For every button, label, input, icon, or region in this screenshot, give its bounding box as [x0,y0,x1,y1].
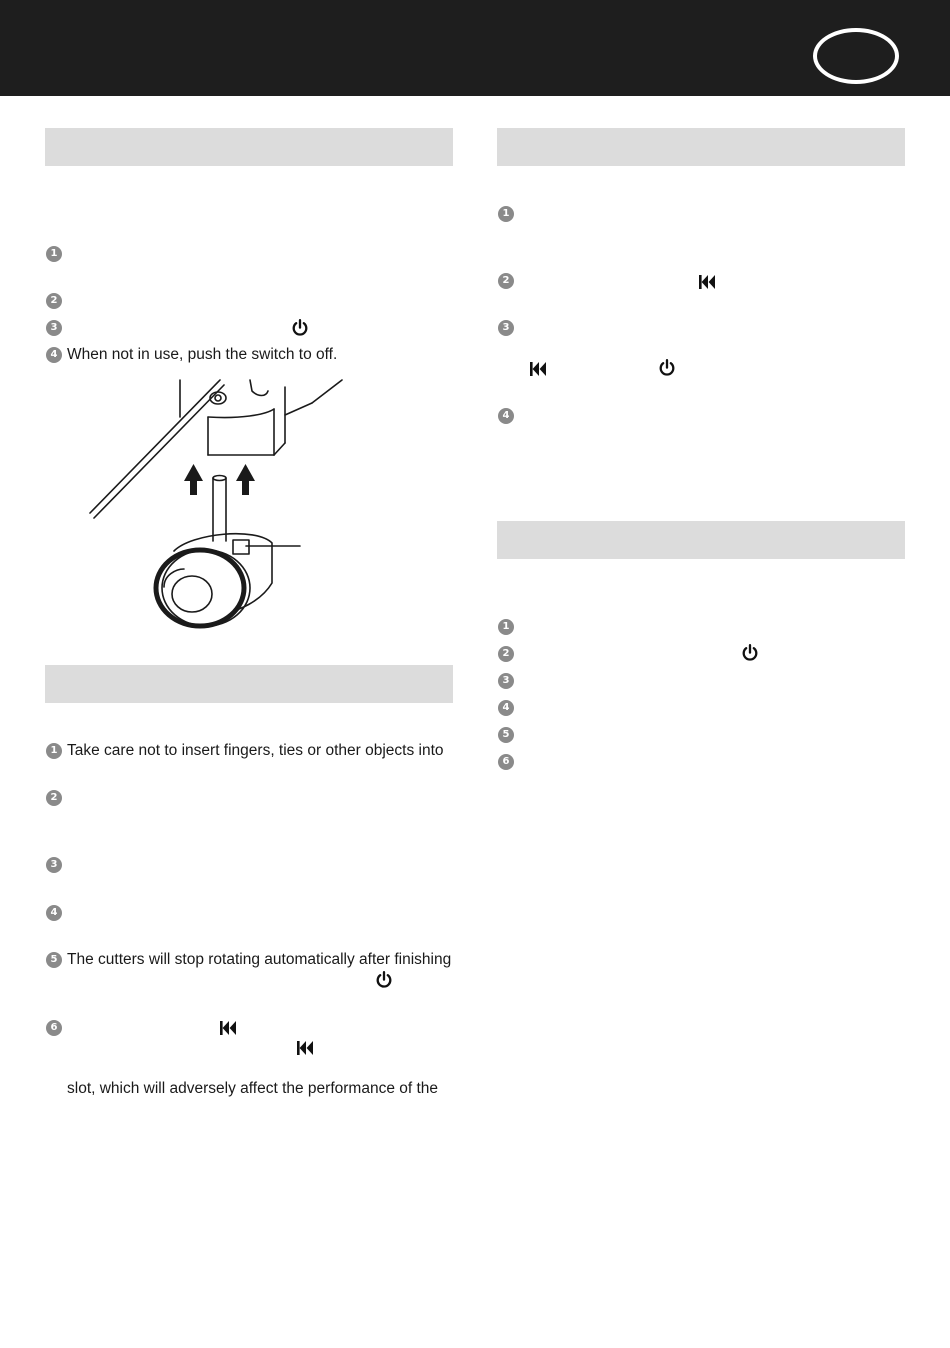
right-s1-step-3-badge: 3 [498,320,514,336]
left-s1-step-4-badge: 4 [46,347,62,363]
caster-wheel-illustration [80,375,360,630]
right-s2-step-2-badge: 2 [498,646,514,662]
reverse-icon [697,272,717,292]
left-s2-step-1-badge: 1 [46,743,62,759]
left-s2-step-5-text: The cutters will stop rotating automatically after finishing [67,951,452,968]
power-icon [374,970,394,990]
right-s1-step-4-badge: 4 [498,408,514,424]
right-s2-step-3-badge: 3 [498,673,514,689]
reverse-icon [218,1018,238,1038]
left-section-2-header-bar [45,665,453,703]
right-s2-step-5-badge: 5 [498,727,514,743]
right-section-2-header-bar [497,521,905,559]
right-s1-step-2-badge: 2 [498,273,514,289]
right-s2-step-6-badge: 6 [498,754,514,770]
left-s2-step-3-badge: 3 [46,857,62,873]
reverse-icon [295,1038,315,1058]
power-icon [657,358,677,378]
left-s2-step-2-badge: 2 [46,790,62,806]
power-icon [290,318,310,338]
language-badge-oval [813,28,899,84]
power-icon [740,643,760,663]
left-s1-step-1-badge: 1 [46,246,62,262]
left-s2-step-5-badge: 5 [46,952,62,968]
right-section-1-header-bar [497,128,905,166]
caster-wheel-drawing [80,375,360,630]
left-section-1-header-bar [45,128,453,166]
reverse-icon [528,359,548,379]
left-s2-step-1-text: Take care not to insert fingers, ties or other objects into [67,742,444,759]
right-s2-step-4-badge: 4 [498,700,514,716]
page-header [0,0,950,96]
left-s1-step-3-badge: 3 [46,320,62,336]
right-s2-step-1-badge: 1 [498,619,514,635]
left-s2-continuation-text: slot, which will adversely affect the performance of the [67,1080,439,1097]
left-s2-step-4-badge: 4 [46,905,62,921]
left-s1-step-2-badge: 2 [46,293,62,309]
right-s1-step-1-badge: 1 [498,206,514,222]
left-s2-step-6-badge: 6 [46,1020,62,1036]
left-s1-step-4-text: When not in use, push the switch to off. [67,346,338,363]
